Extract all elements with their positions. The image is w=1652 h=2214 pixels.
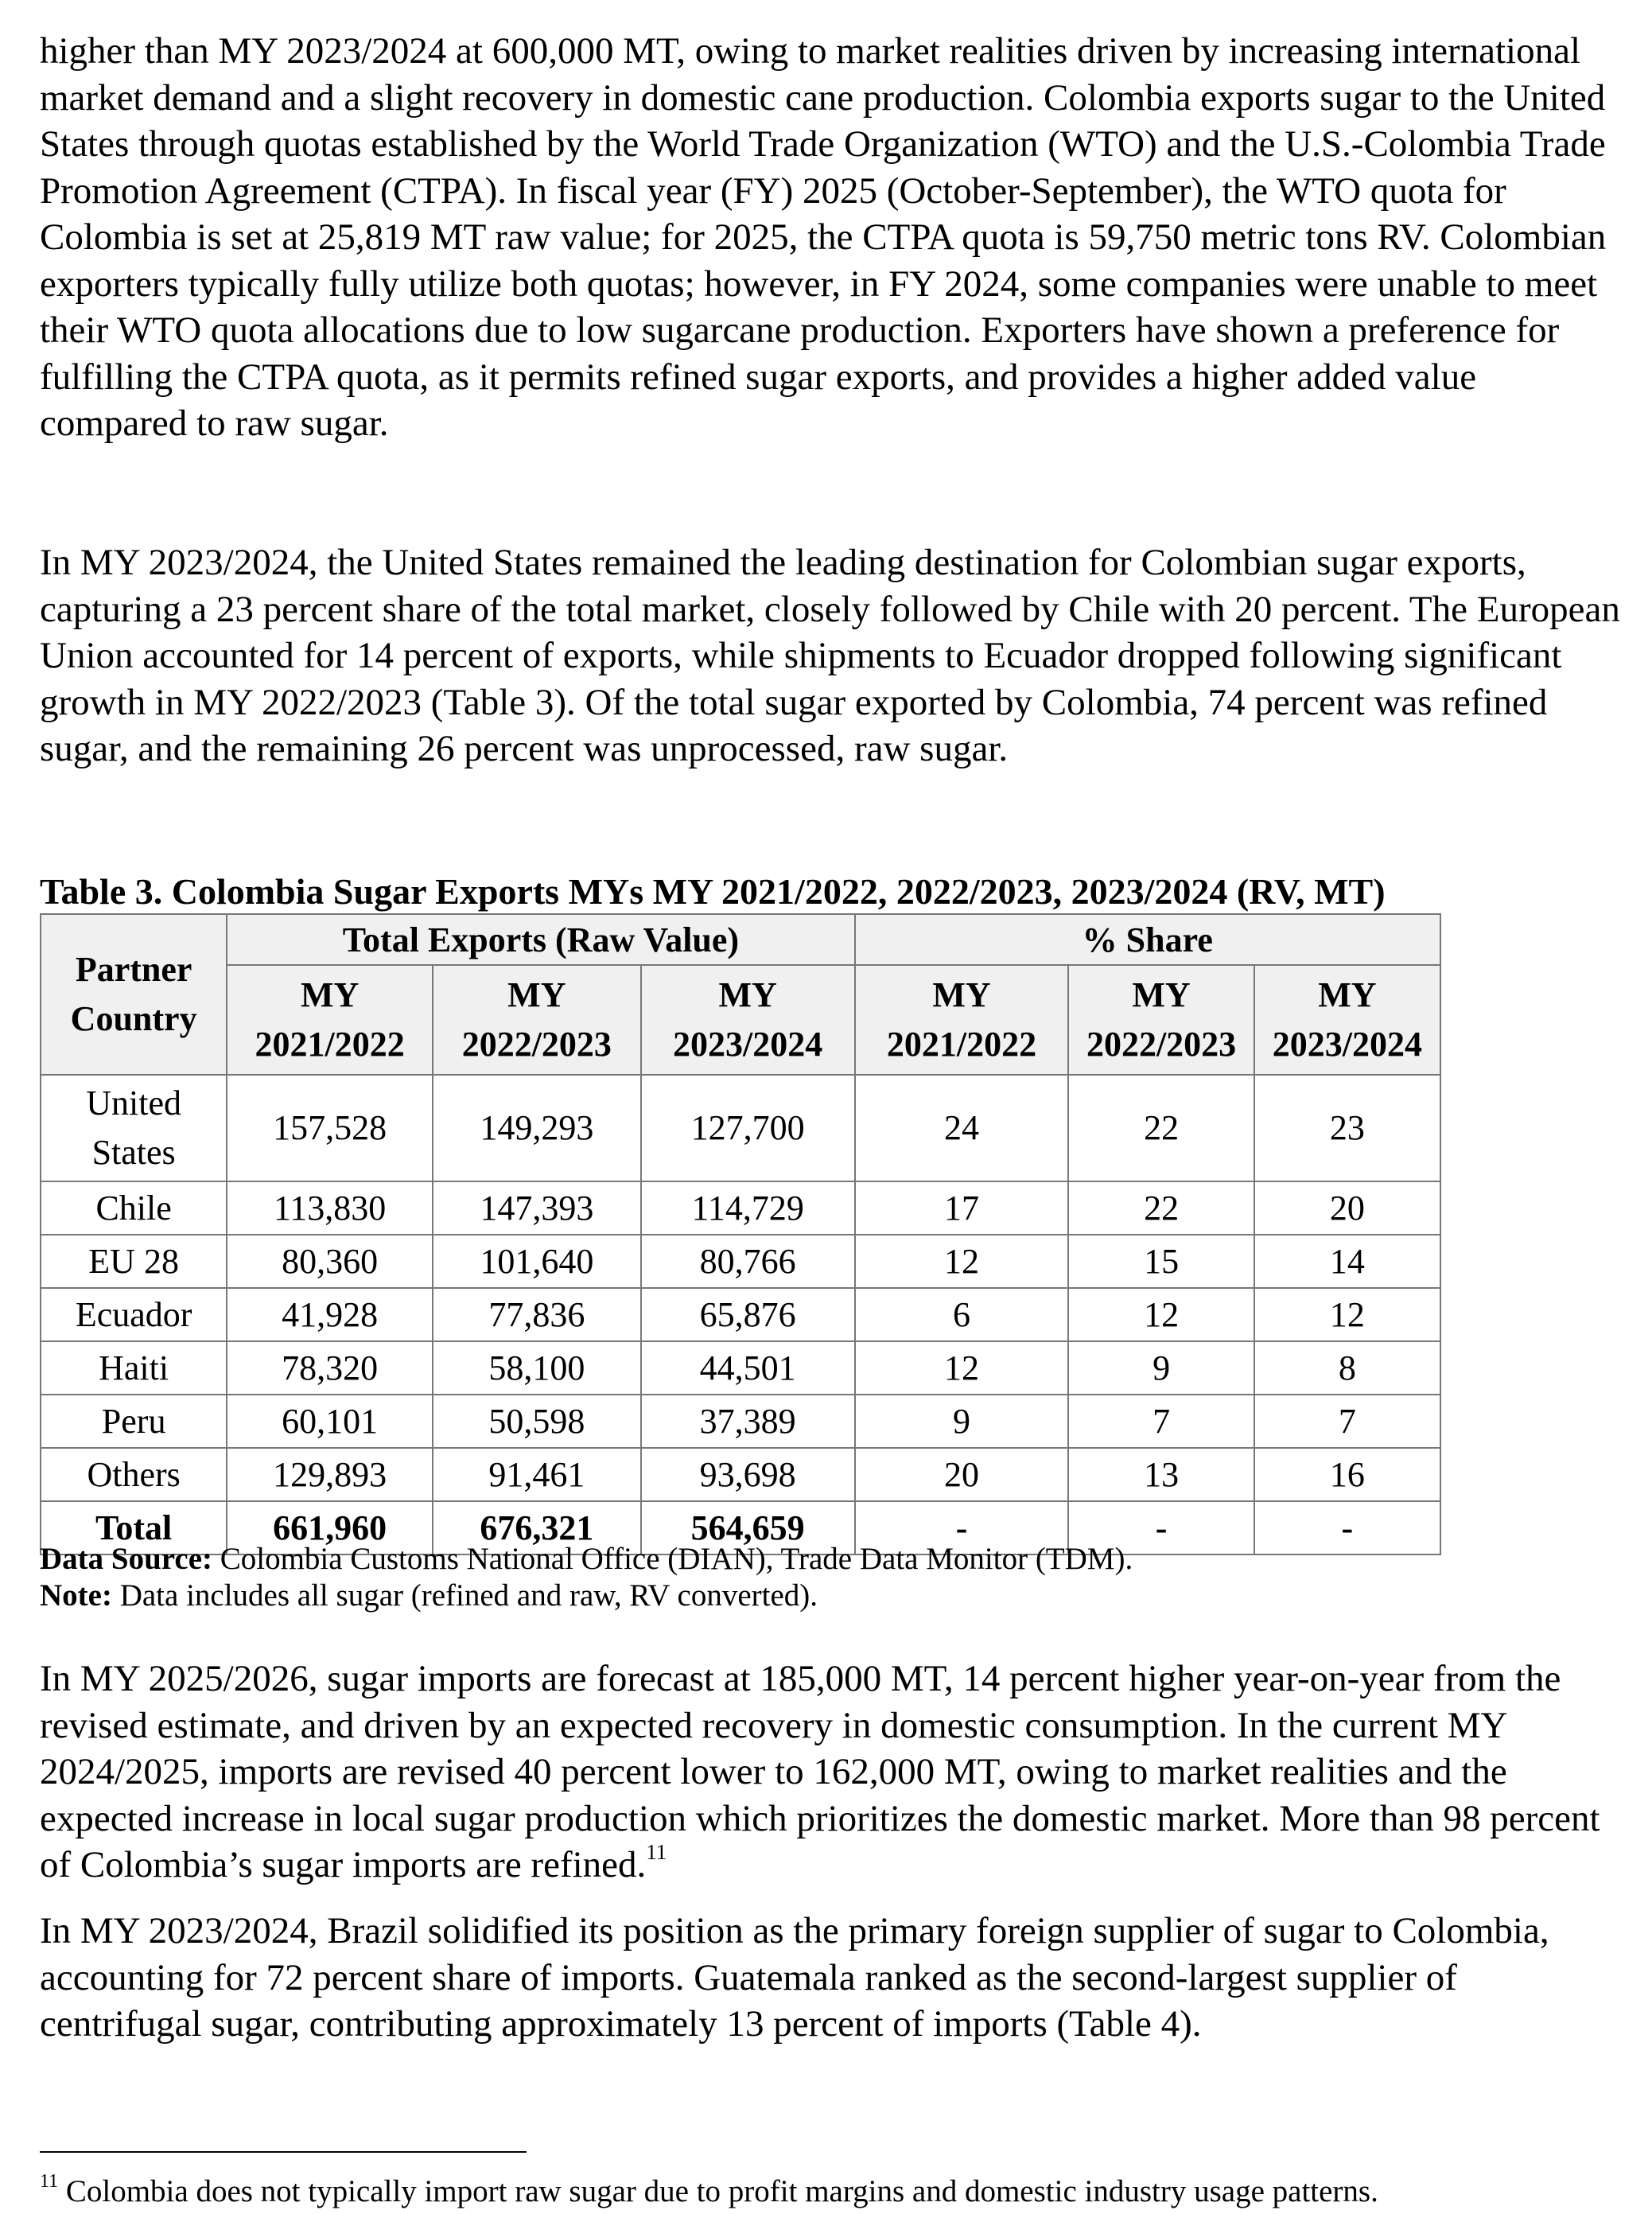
year-header-my: MY [1132, 975, 1191, 1014]
share-cell: 22 [1068, 1181, 1254, 1235]
paragraph-quotas: higher than MY 2023/2024 at 600,000 MT, owing to market realities driven by increasing international market demand and a slight recovery in domestic cane production. Colombia exports sugar to the United States through quotas established by the World Trade Organization (WTO) and the U.S.-Colombia Trade Promotion Agreement (CTPA). In fiscal year (FY) 2025 (October-September), the WTO quota for Colombia is set at 25,819 MT raw value; for 2025, the CTPA quota is 59,750 metric tons RV. Colombian exporters typically fully utilize both quotas; however, in FY 2024, some companies were unable to meet their WTO quota allocations due to low sugarcane production. Exporters have shown a preference for fulfilling the CTPA quota, as it permits refined sugar exports, and provides a higher added value compared to raw sugar. [40, 30, 1607, 444]
share-cell: 12 [1254, 1288, 1440, 1341]
year-header-year: 2023/2024 [673, 1025, 823, 1064]
export-volume-cell: 149,293 [433, 1075, 641, 1181]
export-volume-cell: 93,698 [641, 1448, 855, 1501]
export-volume-cell: 127,700 [641, 1075, 855, 1181]
share-cell: 14 [1254, 1235, 1440, 1288]
share-cell: 9 [855, 1395, 1069, 1448]
note-text: Data includes all sugar (refined and raw, RV converted). [111, 1578, 818, 1613]
year-header-year: 2022/2023 [1086, 1025, 1237, 1064]
share-group-header: % Share [855, 914, 1440, 965]
total-exports-group-header: Total Exports (Raw Value) [227, 914, 854, 965]
export-volume-cell: 129,893 [227, 1448, 433, 1501]
export-volume-cell: 91,461 [433, 1448, 641, 1501]
share-cell: 20 [1254, 1181, 1440, 1235]
share-cell: 6 [855, 1288, 1069, 1341]
export-volume-cell: 80,766 [641, 1235, 855, 1288]
export-volume-cell: 50,598 [433, 1395, 641, 1448]
share-cell: 22 [1068, 1075, 1254, 1181]
year-header-year: 2022/2023 [461, 1025, 612, 1064]
country-cell: Ecuador [41, 1288, 227, 1341]
year-header [227, 965, 433, 1075]
year-header-my: MY [718, 975, 777, 1014]
paragraph-export-destinations: In MY 2023/2024, the United States remained the leading destination for Colombian sugar exports, capturing a 23 percent share of the total market, closely followed by Chile with 20 percent. The European Union accounted for 14 percent of exports, while shipments to Ecuador dropped following significant growth in MY 2022/2023 (Table 3). Of the total sugar exported by Colombia, 74 percent was refined sugar, and the remaining 26 percent was unprocessed, raw sugar. [40, 542, 1620, 769]
note-line [40, 1578, 1133, 1614]
footnote-text: Colombia does not typically import raw sugar due to profit margins and domestic industry usage patterns. [58, 2174, 1378, 2208]
year-header-year: 2021/2022 [886, 1025, 1037, 1064]
paragraph-import-suppliers: In MY 2023/2024, Brazil solidified its position as the primary foreign supplier of sugar to Colombia, accounting for 72 percent share of imports. Guatemala ranked as the second-largest supplier of centrifugal sugar, contributing approximately 13 percent of imports (Table 4). [40, 1910, 1549, 2045]
share-cell: 20 [855, 1448, 1069, 1501]
footnote-number: 11 [40, 2171, 59, 2192]
year-header-year: 2023/2024 [1272, 1025, 1422, 1064]
share-cell: 15 [1068, 1235, 1254, 1288]
country-cell: Total [41, 1501, 227, 1554]
table-row [41, 1395, 1440, 1448]
year-header [855, 965, 1069, 1075]
export-volume-cell: 41,928 [227, 1288, 433, 1341]
export-volume-cell: 676,321 [433, 1501, 641, 1554]
country-cell: Haiti [41, 1341, 227, 1395]
year-header-my: MY [300, 975, 360, 1014]
table-row [41, 1075, 1440, 1181]
table-row [41, 1181, 1440, 1235]
data-source-line [40, 1541, 1133, 1578]
share-cell: 13 [1068, 1448, 1254, 1501]
share-cell: - [855, 1501, 1069, 1554]
export-volume-cell: 80,360 [227, 1235, 433, 1288]
export-volume-cell: 78,320 [227, 1341, 433, 1395]
export-volume-cell: 77,836 [433, 1288, 641, 1341]
export-volume-cell: 58,100 [433, 1341, 641, 1395]
share-cell: 9 [1068, 1341, 1254, 1395]
footnote [40, 2173, 1378, 2210]
table-row [41, 1235, 1440, 1288]
table-title: Table 3. Colombia Sugar Exports MYs MY 2021/2022, 2022/2023, 2023/2024 (RV, MT) [40, 871, 1386, 912]
export-volume-cell: 114,729 [641, 1181, 855, 1235]
data-source-label: Data Source: [40, 1542, 212, 1576]
country-cell: Chile [41, 1181, 227, 1235]
country-cell: United States [41, 1075, 227, 1181]
export-volume-cell: 564,659 [641, 1501, 855, 1554]
year-header [1254, 965, 1440, 1075]
share-cell: 7 [1254, 1395, 1440, 1448]
paragraph-imports-forecast [40, 1656, 1623, 1889]
country-cell: Others [41, 1448, 227, 1501]
sugar-exports-table [40, 913, 1441, 1555]
year-header-my: MY [932, 975, 991, 1014]
share-cell: - [1068, 1501, 1254, 1554]
table-row [41, 1448, 1440, 1501]
data-source-text: Colombia Customs National Office (DIAN), Trade Data Monitor (TDM). [212, 1542, 1133, 1576]
export-volume-cell: 37,389 [641, 1395, 855, 1448]
share-cell: 16 [1254, 1448, 1440, 1501]
share-cell: 8 [1254, 1341, 1440, 1395]
share-cell: 23 [1254, 1075, 1440, 1181]
year-header [1068, 965, 1254, 1075]
year-header [641, 965, 855, 1075]
paragraph-imports-text: In MY 2025/2026, sugar imports are forecast at 185,000 MT, 14 percent higher year-on-year from the revised estimate, and driven by an expected recovery in domestic consumption. In the current MY 2024/2025, imports are revised 40 percent lower to 162,000 MT, owing to market realities and the expected increase in local sugar production which prioritizes the domestic market. More than 98 percent of Colombia’s sugar imports are refined. [40, 1658, 1600, 1885]
share-cell: 24 [855, 1075, 1069, 1181]
footnote-reference[interactable]: 11 [646, 1840, 667, 1864]
share-cell: 7 [1068, 1395, 1254, 1448]
year-header-my: MY [1318, 975, 1377, 1014]
share-cell: - [1254, 1501, 1440, 1554]
partner-country-header: Partner Country [41, 914, 227, 1075]
share-cell: 17 [855, 1181, 1069, 1235]
export-volume-cell: 661,960 [227, 1501, 433, 1554]
footnote-divider [40, 2151, 527, 2153]
export-volume-cell: 44,501 [641, 1341, 855, 1395]
note-label: Note: [40, 1578, 112, 1613]
export-volume-cell: 157,528 [227, 1075, 433, 1181]
share-cell: 12 [855, 1341, 1069, 1395]
year-header [433, 965, 641, 1075]
country-cell: Peru [41, 1395, 227, 1448]
table-row [41, 1341, 1440, 1395]
table-notes [40, 1541, 1133, 1614]
export-volume-cell: 147,393 [433, 1181, 641, 1235]
export-volume-cell: 101,640 [433, 1235, 641, 1288]
export-volume-cell: 113,830 [227, 1181, 433, 1235]
table-row [41, 1288, 1440, 1341]
share-cell: 12 [1068, 1288, 1254, 1341]
share-cell: 12 [855, 1235, 1069, 1288]
country-cell: EU 28 [41, 1235, 227, 1288]
year-header-year: 2021/2022 [255, 1025, 405, 1064]
export-volume-cell: 60,101 [227, 1395, 433, 1448]
year-header-my: MY [507, 975, 566, 1014]
export-volume-cell: 65,876 [641, 1288, 855, 1341]
